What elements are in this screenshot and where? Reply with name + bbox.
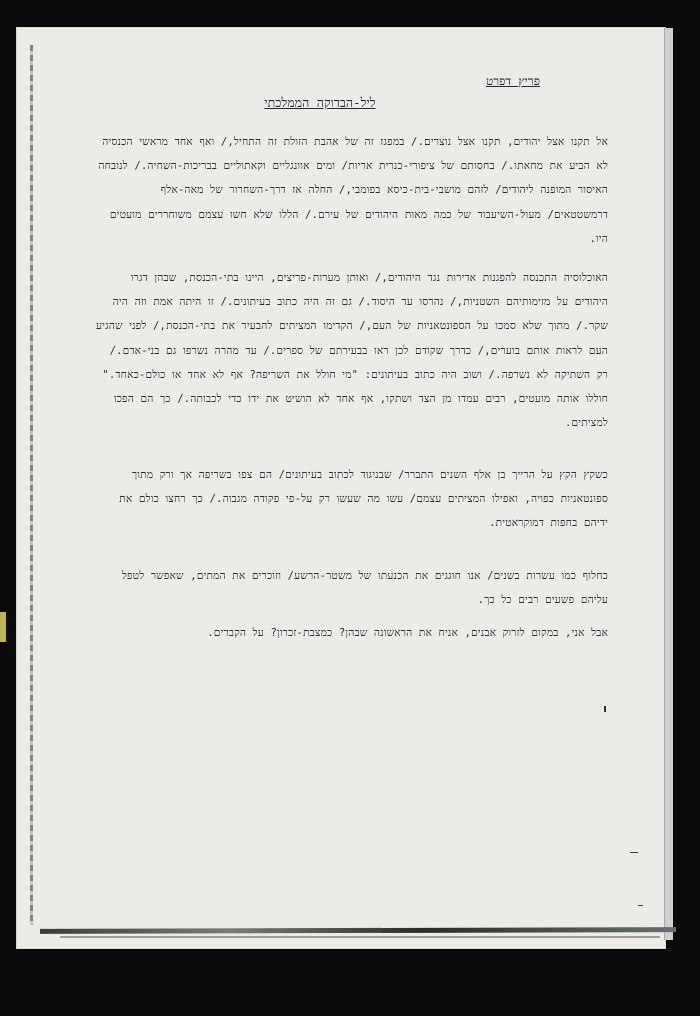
ink-mark: [630, 852, 638, 853]
sticky-note-edge: [0, 612, 6, 642]
ink-mark: [604, 706, 606, 712]
paragraph-5: אבל אני, במקום לזרוק אבנים, אניח את הראשונה שבהן? כמצבת-זכרון? על הקברים.: [207, 627, 608, 639]
author-name: פריץ דפרט: [485, 74, 540, 88]
paragraph-4: כחלוף כמו עשרות בשנים/ אנו חוגגים את הכנעתו של משטר-הרשע/ וזוכרים את המתים, שאפשר לטפל עליהם פשעים רבים כל כך.: [121, 570, 608, 607]
page-edge-bottom-shadow: [60, 936, 660, 938]
paragraph-2: האוכלוסיה התכנסה להפגנות אדירות נגד היהודים,/ ואותן מערות-פריצים, היינו בתי-הכנסת, שבהן דגרו היהודים על מזימותיהם השטניות,/ נהרסו עד היסוד./ גם זה היה כתוב בעיתונים./ זו היתה אמת וזה היה שקר./ מתוך שלא סמכו על הספונטאניות של העם,/ הקדימו המציתים להבעיר את בתי-הכנסת,/ לפני שהגיע העם לראות אותם בוערים,/ כדרך שקודם לכן ראו בבעירתם של ספרים./ עד מהרה נשרפו גם בני-אדם./ רק השתיקה לא נשרפה./ ושוב היה כתוב בעיתונים: "מי חולל את השריפה? אף לא אחד או כולם-כאחד." חוללו אותה מועטים, רבים עמדו מן הצד ושתקו, אף אחד לא הושיט את ידו כדי לכבותה./ כך הם הפכו למציתים.: [96, 272, 608, 430]
paragraph-1: אל תקנו אצל יהודים, תקנו אצל נוצרים./ במפגז זה של אהבת הזולת זה התחיל,/ ואף אחד מראשי הכנסיה לא הביע את מחאתו./ בחסותם של ציפורי-כנרית אריות/ ומים אוונגליים וקאתוליים בבריכות-השחיה./ לנובחה האיסור המופנה ליהודים/ לזהם מושבי-בית-כיסא בפומבי,/ החלה אז דרך-השחרור של מאה-אלף דרמשטטאים/ מעול-השיעבוד של כמה מאות היהודים של עירם./ הללו שלא חשו עצמם משוחררים מועטים היו.: [98, 136, 608, 245]
ink-mark: [638, 905, 643, 906]
paragraph-3: כשקץ הקץ על הרייך בן אלף השנים התברר/ שבניגוד לכתוב בעיתונים/ הם צפו בשריפה אך ורק מתוך ספונטאניות כפויה, ואפילו המציתים עצמם/ עשו מה שעשו רק על-פי פקודה מגבוה./ כך רחצו כולם את ידיהם בחפות דמוקראטית.: [119, 469, 608, 530]
page-edge-right: [664, 28, 673, 940]
page-edge-left: [30, 45, 33, 925]
document-title: ליל-הבדוקה הממלכתי: [264, 95, 376, 110]
